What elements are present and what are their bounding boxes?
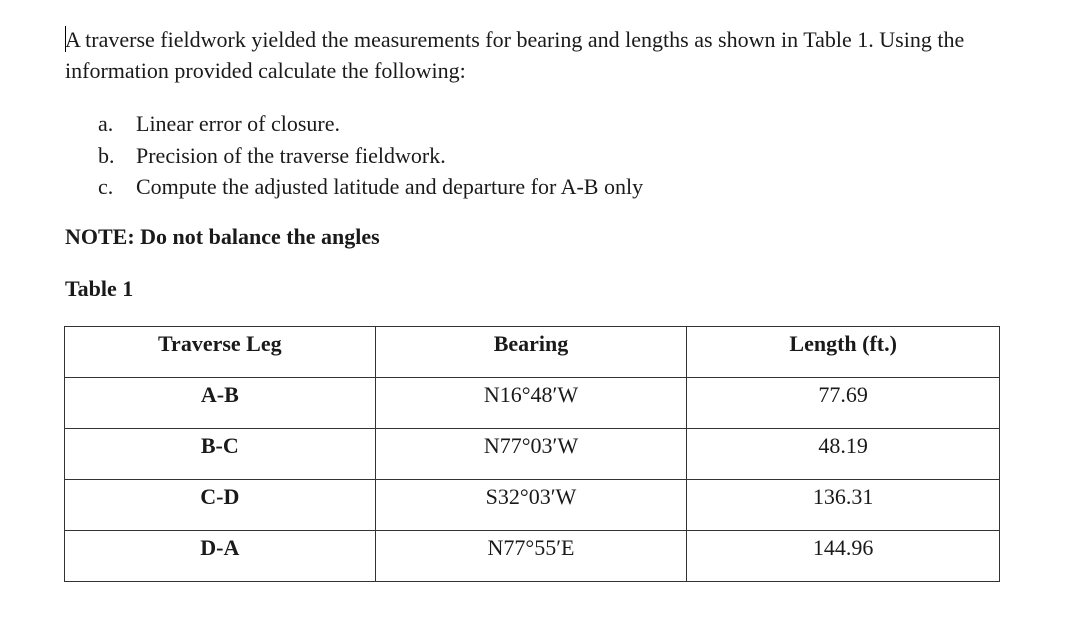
cell-leg: D-A: [65, 531, 376, 582]
task-text: Linear error of closure.: [136, 111, 341, 136]
cell-length: 136.31: [687, 480, 1000, 531]
task-letter: c.: [98, 174, 114, 199]
cell-leg: A-B: [65, 378, 376, 429]
cell-length: 48.19: [687, 429, 1000, 480]
cell-bearing: N77°55′E: [375, 531, 687, 582]
task-letter: b.: [98, 142, 115, 168]
cell-bearing: N16°48′W: [375, 378, 687, 429]
task-item: [98, 171, 643, 203]
task-item: [98, 140, 643, 172]
cell-length: 77.69: [687, 378, 1000, 429]
task-list: [98, 108, 643, 203]
cell-bearing: S32°03′W: [375, 480, 687, 531]
table-row: [65, 480, 1000, 531]
cell-bearing: N77°03′W: [375, 429, 687, 480]
task-text: Compute the adjusted latitude and departure for A-B only: [136, 174, 644, 199]
task-text: Precision of the traverse fieldwork.: [136, 142, 446, 168]
table-caption: Table 1: [65, 276, 134, 301]
table-header-row: [65, 327, 1000, 378]
task-item: [98, 108, 643, 140]
header-length: Length (ft.): [687, 327, 1000, 378]
table-row: [65, 429, 1000, 480]
table-row: [65, 378, 1000, 429]
cell-length: 144.96: [687, 531, 1000, 582]
cell-leg: B-C: [65, 429, 376, 480]
header-traverse-leg: Traverse Leg: [65, 327, 376, 378]
problem-intro: A traverse fieldwork yielded the measurements for bearing and lengths as shown in Table 1. Using the information provided calculate the following:: [65, 27, 965, 83]
note-heading: NOTE: Do not balance the angles: [65, 224, 380, 249]
cell-leg: C-D: [65, 480, 376, 531]
task-letter: a.: [98, 111, 114, 136]
header-bearing: Bearing: [375, 327, 687, 378]
traverse-table: [64, 326, 1000, 582]
table-row: [65, 531, 1000, 582]
